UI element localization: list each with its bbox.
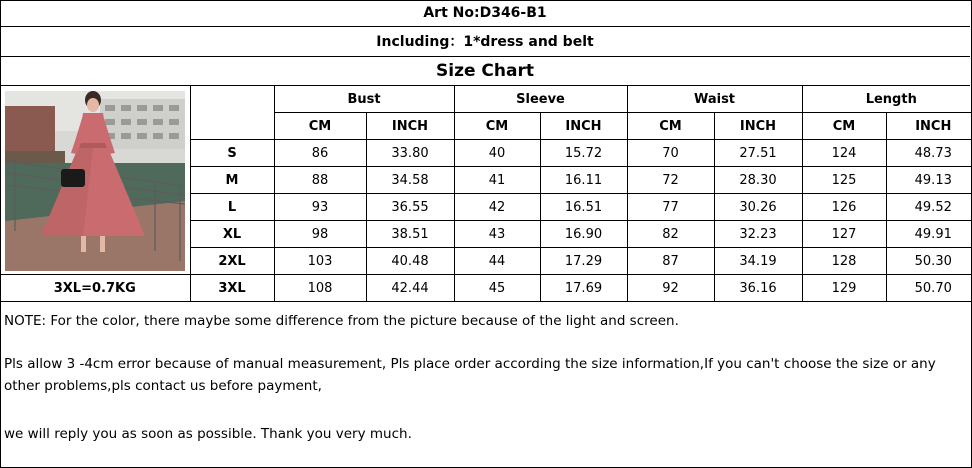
- table-cell: 50.70: [886, 275, 972, 302]
- table-cell: 126: [802, 194, 886, 221]
- table-cell: 16.90: [540, 221, 627, 248]
- size-label: M: [190, 167, 274, 194]
- unit-inch: INCH: [714, 113, 802, 140]
- product-photo-cell: [0, 86, 190, 275]
- table-cell: 42: [454, 194, 540, 221]
- table-cell: 34.58: [366, 167, 454, 194]
- size-label-header: [190, 86, 274, 140]
- table-cell: 16.51: [540, 194, 627, 221]
- size-label: XL: [190, 221, 274, 248]
- dress-photo: [5, 91, 185, 271]
- waist-header: Waist: [627, 86, 802, 113]
- table-cell: 17.69: [540, 275, 627, 302]
- size-chart-table: [0, 86, 972, 302]
- table-cell: 98: [274, 221, 366, 248]
- table-cell: 41: [454, 167, 540, 194]
- page-title: Size Chart: [0, 57, 970, 86]
- unit-cm: CM: [274, 113, 366, 140]
- table-cell: 38.51: [366, 221, 454, 248]
- package-contents: Including：1*dress and belt: [0, 27, 970, 57]
- table-cell: 30.26: [714, 194, 802, 221]
- reply-note: we will reply you as soon as possible. Thank you very much.: [4, 426, 412, 442]
- size-label: L: [190, 194, 274, 221]
- table-cell: 28.30: [714, 167, 802, 194]
- table-cell: 82: [627, 221, 714, 248]
- table-cell: 88: [274, 167, 366, 194]
- table-cell: 33.80: [366, 140, 454, 167]
- table-cell: 125: [802, 167, 886, 194]
- table-cell: 40: [454, 140, 540, 167]
- table-cell: 93: [274, 194, 366, 221]
- table-cell: 86: [274, 140, 366, 167]
- unit-cm: CM: [802, 113, 886, 140]
- table-cell: 77: [627, 194, 714, 221]
- table-cell: 32.23: [714, 221, 802, 248]
- table-cell: 44: [454, 248, 540, 275]
- table-cell: 128: [802, 248, 886, 275]
- color-note: NOTE: For the color, there maybe some difference from the picture because of the light and screen.: [4, 313, 679, 329]
- table-cell: 49.13: [886, 167, 972, 194]
- table-cell: 72: [627, 167, 714, 194]
- table-cell: 70: [627, 140, 714, 167]
- size-label: 3XL: [190, 275, 274, 302]
- table-cell: 50.30: [886, 248, 972, 275]
- unit-inch: INCH: [886, 113, 972, 140]
- size-label: S: [190, 140, 274, 167]
- table-cell: 42.44: [366, 275, 454, 302]
- length-header: Length: [802, 86, 972, 113]
- table-cell: 87: [627, 248, 714, 275]
- table-cell: 40.48: [366, 248, 454, 275]
- table-cell: 36.16: [714, 275, 802, 302]
- table-cell: 16.11: [540, 167, 627, 194]
- measurement-note: Pls allow 3 -4cm error because of manual measurement, Pls place order according the size information,If you can't choose the size or any other problems,pls contact us before payment,: [4, 356, 936, 394]
- table-cell: 49.91: [886, 221, 972, 248]
- table-cell: 129: [802, 275, 886, 302]
- table-cell: 49.52: [886, 194, 972, 221]
- group-header-row: [0, 86, 972, 113]
- table-row: [0, 275, 972, 302]
- table-cell: 45: [454, 275, 540, 302]
- unit-cm: CM: [454, 113, 540, 140]
- unit-inch: INCH: [366, 113, 454, 140]
- bust-header: Bust: [274, 86, 454, 113]
- size-label: 2XL: [190, 248, 274, 275]
- table-cell: 124: [802, 140, 886, 167]
- unit-inch: INCH: [540, 113, 627, 140]
- art-number: Art No:D346-B1: [0, 0, 970, 27]
- table-cell: 34.19: [714, 248, 802, 275]
- table-cell: 103: [274, 248, 366, 275]
- table-cell: 15.72: [540, 140, 627, 167]
- table-cell: 43: [454, 221, 540, 248]
- table-cell: 36.55: [366, 194, 454, 221]
- table-cell: 48.73: [886, 140, 972, 167]
- table-cell: 127: [802, 221, 886, 248]
- table-cell: 27.51: [714, 140, 802, 167]
- weight-note: 3XL=0.7KG: [0, 275, 190, 302]
- unit-cm: CM: [627, 113, 714, 140]
- sleeve-header: Sleeve: [454, 86, 627, 113]
- table-cell: 108: [274, 275, 366, 302]
- table-cell: 92: [627, 275, 714, 302]
- table-cell: 17.29: [540, 248, 627, 275]
